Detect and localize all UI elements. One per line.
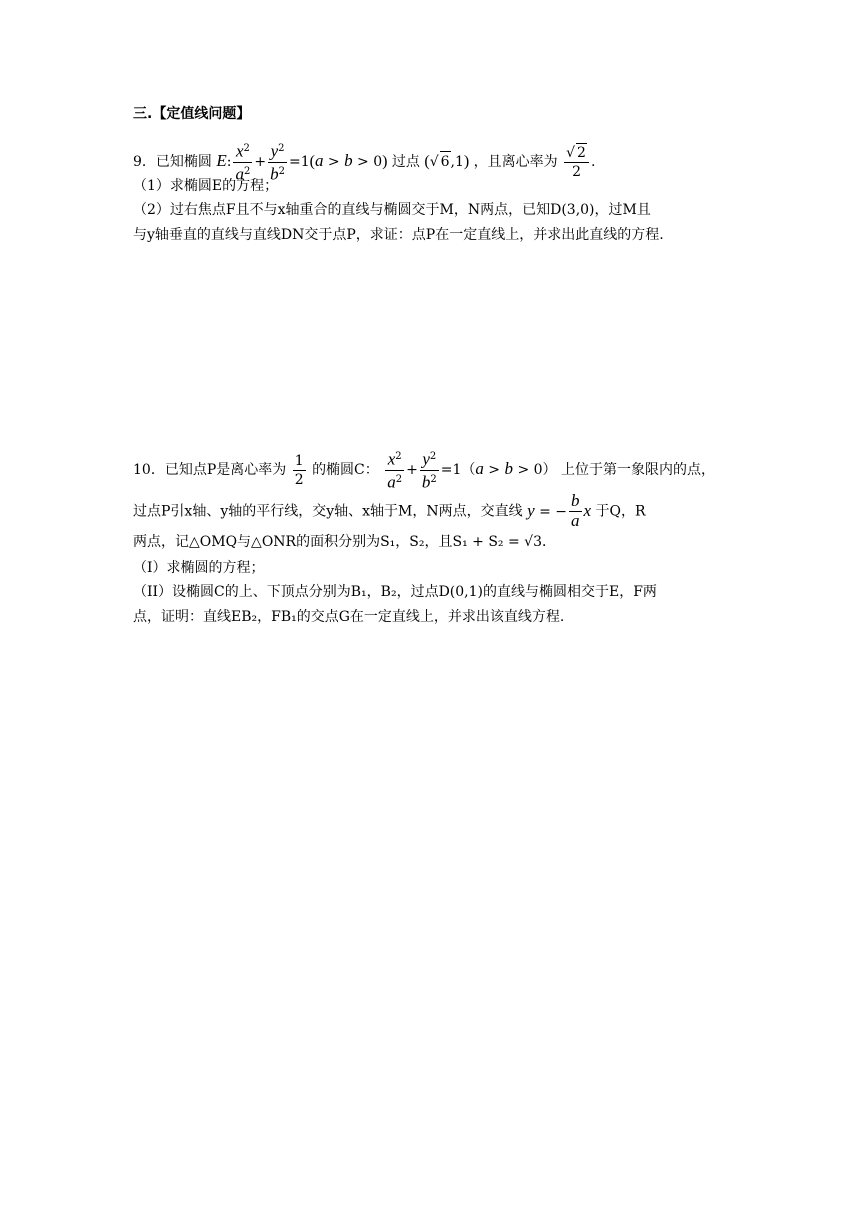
q10-first-quadrant: 上位于第一象限内的点， bbox=[561, 462, 715, 479]
q10-parallel-lines: 过点P引x轴、y轴的平行线，交y轴、x轴于M，N两点，交直线 bbox=[133, 503, 523, 520]
q10-ellipse-equation: $\frac{x^2}{a^2}$ + $\frac{y^2}{b^2}$ =1（a > b > 0） bbox=[387, 449, 557, 492]
q10-part2-line1: （II）设椭圆C的上、下顶点分别为B₁，B₂，过点D(0,1)的直线与椭圆相交于E，F两 bbox=[133, 584, 657, 600]
section-heading: 三.【定值线问题】 bbox=[133, 106, 251, 122]
q10-line-equation: y = − $\frac{b}{a}$ x bbox=[527, 491, 592, 530]
q9-through: 过点 bbox=[391, 154, 420, 171]
q9-eccentricity-value: $\frac{√ 2}{2}$ bbox=[564, 143, 589, 181]
q9-part1: （1）求椭圆E的方程； bbox=[133, 178, 279, 194]
q9-intro: 9．已知椭圆 bbox=[133, 154, 212, 171]
q10-line3: 两点，记△OMQ与△ONR的面积分别为S₁，S₂，且S₁ + S₂ = √3． bbox=[133, 534, 556, 550]
q10-statement bbox=[133, 448, 715, 492]
q10-points-qr: 于Q，R bbox=[595, 503, 646, 520]
q9-point: (√ 6,1) bbox=[424, 153, 470, 171]
q9-part2-line2: 与y轴垂直的直线与直线DN交于点P，求证：点P在一定直线上，并求出此直线的方程. bbox=[133, 227, 664, 243]
q10-part2-line2: 点，证明：直线EB₂，FB₁的交点G在一定直线上，并求出该直线方程. bbox=[133, 609, 565, 625]
q9-statement: 9．已知椭圆 E: $\frac{x^2}{a^2}$ + $\frac{y^2}{b^2}$ =1(a > b > 0) 过点 (√ 6,1) ，且离心率为 $\frac{√ 2}{2}$ . bbox=[133, 141, 596, 184]
q10-ellipse-label: 的椭圆C： bbox=[312, 462, 379, 479]
q10-part1: （I）求椭圆的方程； bbox=[133, 560, 265, 576]
q9-ellipse-equation: E: $\frac{x^2}{a^2}$ + $\frac{y^2}{b^2}$ =1(a > b > 0) bbox=[216, 141, 388, 184]
q10-eccentricity-value: $\frac{1}{2}$ bbox=[294, 452, 304, 488]
q10-line2 bbox=[133, 492, 646, 531]
q10-intro: 10．已知点P是离心率为 bbox=[133, 462, 287, 479]
q9-part2-line1: （2）过右焦点F且不与x轴重合的直线与椭圆交于M，N两点，已知D(3,0)，过M且 bbox=[133, 202, 651, 218]
q9-eccentricity-label: ，且离心率为 bbox=[473, 154, 558, 171]
